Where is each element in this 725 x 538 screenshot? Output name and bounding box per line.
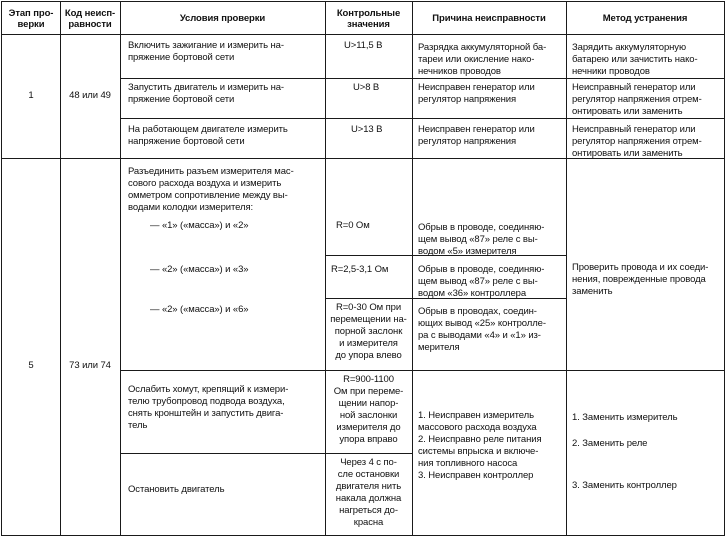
value-u-13: U>13 В — [351, 124, 383, 135]
fault-code-48-49: 48 или 49 — [69, 90, 111, 101]
cause-battery: Разрядка аккумуляторной ба- тареи или окисление нако- нечников проводов — [418, 42, 547, 77]
cause-open-circuit-36: Обрыв в проводе, соединяю- щем вывод «87» реле с вы- водом «36» контроллера — [418, 264, 545, 299]
condition-terminals-2-6: — «2» («масса») и «6» — [150, 304, 249, 315]
condition-stop-engine: Остановить двигатель — [128, 484, 225, 495]
row-divider — [120, 370, 725, 371]
header-cause: Причина неисправности — [432, 13, 546, 24]
column-divider — [412, 1, 413, 536]
cause-generator: Неисправен генератор или регулятор напряжения — [418, 82, 535, 105]
header-conditions: Условия проверки — [179, 13, 266, 24]
header-control-values: Контрольные значения — [336, 8, 401, 30]
header-fault-code: Код неисп- равности — [64, 8, 116, 30]
fault-code-73-74: 73 или 74 — [69, 360, 111, 371]
condition-start-engine: Запустить двигатель и измерить на- пряжение бортовой сети — [128, 82, 284, 105]
method-replace-relay: 2. Заменить реле — [572, 438, 648, 449]
method-replace-sensor: 1. Заменить измеритель — [572, 412, 678, 423]
cause-open-circuit-5: Обрыв в проводе, соединяю- щем вывод «87» реле с вы- водом «5» измерителя — [418, 222, 545, 257]
method-repair-generator: Неисправный генератор или регулятор напряжения отрем- онтировать или заменить — [572, 124, 702, 159]
method-replace-controller: 3. Заменить контроллер — [572, 480, 677, 491]
header-stage: Этап про- верки — [8, 8, 54, 30]
header-method: Метод устранения — [602, 13, 688, 24]
value-filament-heat: Через 4 с по- сле остановки двигателя нить накала должна нагреться до- красна — [335, 457, 402, 528]
method-charge-battery: Зарядить аккумуляторную батарею или зачистить нако- нечники проводов — [572, 42, 698, 77]
value-r-900-1100: R=900-1100 Ом при переме- щении напор- ной заслонки измерителя до упора вправо — [333, 374, 404, 445]
column-divider — [566, 1, 567, 536]
cause-generator: Неисправен генератор или регулятор напряжения — [418, 124, 535, 147]
table-border-left — [1, 1, 2, 536]
header-divider — [1, 34, 725, 35]
condition-running-engine: На работающем двигателе измерить напряжение бортовой сети — [128, 124, 288, 147]
condition-terminals-1-2: — «1» («масса») и «2» — [150, 220, 249, 231]
value-r-0-30: R=0-30 Ом при перемещении на- порной заслонк и измерителя до упора влево — [330, 302, 407, 361]
cause-open-circuit-25: Обрыв в проводах, соедин- ющих вывод «25» контролле- ра с выводами «4» и «1» из- мерителя — [418, 306, 546, 353]
condition-terminals-2-3: — «2» («масса») и «3» — [150, 264, 249, 275]
row-divider — [120, 453, 412, 454]
column-divider — [325, 1, 326, 536]
method-repair-generator: Неисправный генератор или регулятор напряжения отрем- онтировать или заменить — [572, 82, 702, 117]
value-u-8: U>8 В — [353, 82, 380, 93]
stage-1: 1 — [28, 90, 34, 101]
row-divider — [120, 118, 725, 119]
row-divider — [120, 78, 725, 79]
table-border-top — [1, 1, 725, 2]
stage-5: 5 — [28, 360, 34, 371]
condition-disconnect-sensor: Разъединить разъем измерителя мас- сового расхода воздуха и измерить омметром сопротивление между вы- водами колодки измерителя: — [128, 166, 294, 213]
cause-sensor-relay-controller: 1. Неисправен измеритель массового расхода воздуха 2. Неисправно реле питания системы впрыска и включе- ния топливного насоса 3. Неисправен контроллер — [418, 410, 542, 481]
value-r-0: R=0 Ом — [336, 220, 370, 231]
table-border-bottom — [1, 535, 725, 536]
method-check-wires: Проверить провода и их соеди- нения, поврежденные провода заменить — [572, 262, 709, 297]
value-u-11-5: U>11,5 В — [344, 40, 383, 51]
value-r-2-5-3-1: R=2,5-3,1 Ом — [331, 264, 389, 275]
condition-loosen-clamp: Ослабить хомут, крепящий к измери- телю трубопровод подвода воздуха, снять кронштейн и запустить двига- тель — [128, 384, 289, 431]
column-divider — [120, 1, 121, 536]
condition-ignition-on: Включить зажигание и измерить на- пряжение бортовой сети — [128, 40, 284, 63]
column-divider — [60, 1, 61, 536]
